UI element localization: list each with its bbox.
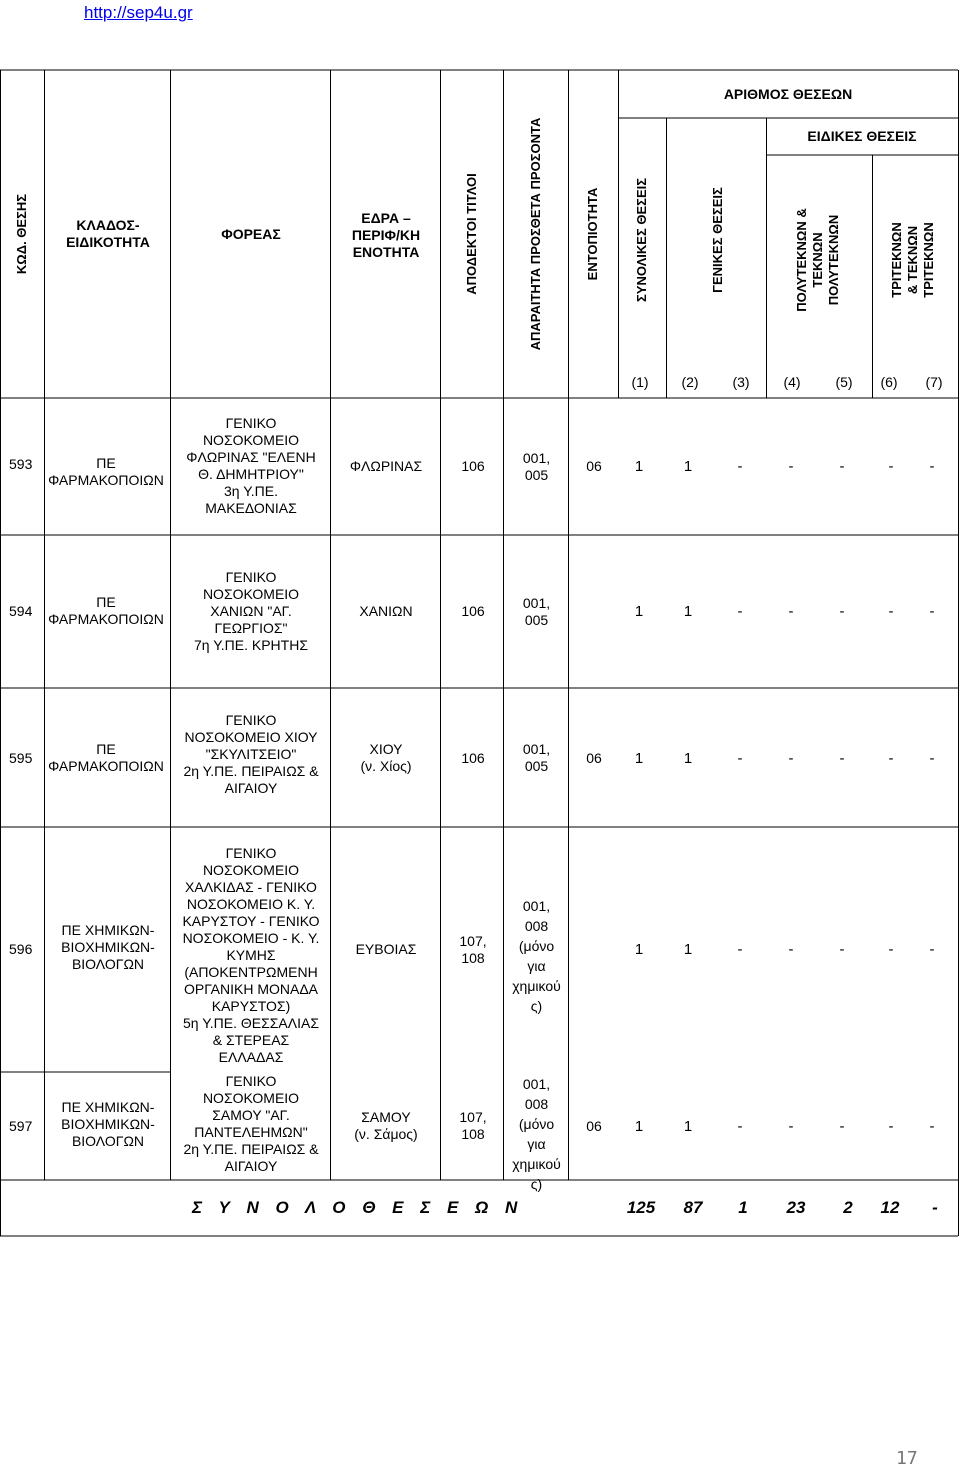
count-cell: - — [929, 750, 935, 767]
row-locality: 06 — [586, 458, 602, 474]
row-seat: ΧΑΝΙΩΝ — [359, 603, 413, 619]
count-cell: - — [929, 603, 935, 620]
count-cell: 1 — [634, 750, 644, 767]
col-num: (6) — [880, 374, 898, 390]
row-degrees: 106 — [461, 458, 485, 474]
header-large-families: ΠΟΛΥΤΕΚΝΩΝ & ΤΕΚΝΩΝ ΠΟΛΥΤΕΚΝΩΝ — [794, 208, 841, 312]
row-degrees: 107, 108 — [459, 933, 487, 966]
total-value: 1 — [738, 1198, 748, 1217]
count-cell: 1 — [634, 941, 644, 958]
count-cell: - — [888, 750, 894, 767]
count-cell: - — [839, 941, 845, 958]
row-degrees: 106 — [461, 750, 485, 766]
count-cell: - — [737, 941, 743, 958]
count-cell: - — [788, 941, 794, 958]
row-specialty: ΠΕ ΧΗΜΙΚΩΝ- ΒΙΟΧΗΜΙΚΩΝ- ΒΙΟΛΟΓΩΝ — [61, 1099, 155, 1149]
header-total: ΣΥΝΟΛΙΚΕΣ ΘΕΣΕΙΣ — [634, 177, 649, 303]
count-cell: - — [929, 1118, 935, 1135]
col-num: (1) — [631, 374, 649, 390]
row-agency: ΓΕΝΙΚΟ ΝΟΣΟΚΟΜΕΙΟ ΦΛΩΡΙΝΑΣ "ΕΛΕΝΗ Θ. ΔΗΜΗΤΡΙΟΥ" 3η Υ.ΠΕ. ΜΑΚΕΔΟΝΙΑΣ — [186, 415, 316, 516]
row-agency: ΓΕΝΙΚΟ ΝΟΣΟΚΟΜΕΙΟ ΧΑΛΚΙΔΑΣ - ΓΕΝΙΚΟ ΝΟΣΟΚΟΜΕΙΟ Κ. Υ. ΚΑΡΥΣΤΟΥ - ΓΕΝΙΚΟ ΝΟΣΟΚΟΜΕΙΟ - Κ. Υ. ΚΥΜΗΣ (ΑΠΟΚΕΝΤΡΩΜΕΝΗ ΟΡΓΑΝΙΚΗ ΜΟΝΑΔΑ ΚΑΡΥΣΤΟΣ) 5η Υ.ΠΕ. ΘΕΣΣΑΛΙΑΣ & ΣΤΕΡΕΑΣ ΕΛΛΑΔΑΣ — [182, 845, 320, 1065]
count-cell: 1 — [683, 1118, 693, 1135]
col-num: (5) — [835, 374, 853, 390]
header-agency: ΦΟΡΕΑΣ — [221, 226, 281, 242]
header-extra: ΑΠΑΡΑΙΤΗΤΑ ΠΡΟΣΘΕΤΑ ΠΡΟΣΟΝΤΑ — [528, 117, 543, 351]
header-specialty: ΚΛΑΔΟΣ- ΕΙΔΙΚΟΤΗΤΑ — [66, 217, 150, 250]
row-locality: 06 — [586, 750, 602, 766]
row-seat: ΦΛΩΡΙΝΑΣ — [349, 458, 423, 474]
count-cell: - — [839, 1118, 845, 1135]
count-cell: 1 — [634, 603, 644, 620]
header-three-children: ΤΡΙΤΕΚΝΩΝ & ΤΕΚΝΩΝ ΤΡΙΤΕΚΝΩΝ — [889, 222, 936, 298]
row-code: 593 — [9, 456, 33, 472]
row-locality: 06 — [586, 1118, 602, 1134]
row-seat: ΕΥΒΟΙΑΣ — [355, 941, 417, 957]
header-general: ΓΕΝΙΚΕΣ ΘΕΣΕΙΣ — [710, 187, 725, 293]
count-cell: - — [788, 458, 794, 475]
header-locality: ΕΝΤΟΠΙΟΤΗΤΑ — [585, 187, 600, 281]
header-code: ΚΩΔ. ΘΕΣΗΣ — [14, 193, 29, 275]
totals-label: Σ Υ Ν Ο Λ Ο Θ Ε Σ Ε Ω Ν — [192, 1198, 524, 1217]
count-cell: - — [839, 603, 845, 620]
count-cell: - — [737, 750, 743, 767]
count-cell: - — [839, 750, 845, 767]
count-cell: - — [888, 1118, 894, 1135]
count-cell: - — [929, 941, 935, 958]
col-num: (4) — [783, 374, 801, 390]
count-cell: - — [888, 941, 894, 958]
row-code: 595 — [9, 750, 33, 766]
row-code: 597 — [9, 1118, 33, 1134]
row-code: 596 — [9, 941, 33, 957]
site-link[interactable]: http://sep4u.gr — [84, 3, 193, 22]
row-seat: ΧΙΟΥ (ν. Χίος) — [360, 741, 412, 774]
row-seat: ΣΑΜΟΥ (ν. Σάμος) — [354, 1109, 418, 1142]
row-agency: ΓΕΝΙΚΟ ΝΟΣΟΚΟΜΕΙΟ ΣΑΜΟΥ "ΑΓ. ΠΑΝΤΕΛΕΗΜΩΝ" 2η Υ.ΠΕ. ΠΕΙΡΑΙΩΣ & ΑΙΓΑΙΟΥ — [183, 1073, 319, 1174]
count-cell: - — [737, 1118, 743, 1135]
total-value: 125 — [626, 1198, 656, 1217]
count-cell: 1 — [683, 458, 693, 475]
count-cell: - — [737, 603, 743, 620]
total-value: 23 — [786, 1198, 806, 1217]
row-extra: 001, 005 — [522, 595, 551, 628]
count-cell: 1 — [683, 603, 693, 620]
count-cell: 1 — [683, 941, 693, 958]
col-num: (7) — [925, 374, 943, 390]
row-extra: 001, 008 (μόνο για χημικού ς) — [512, 1076, 561, 1192]
total-value: 2 — [843, 1198, 853, 1217]
row-agency: ΓΕΝΙΚΟ ΝΟΣΟΚΟΜΕΙΟ ΧΑΝΙΩΝ "ΑΓ. ΓΕΩΡΓΙΟΣ" 7η Υ.ΠΕ. ΚΡΗΤΗΣ — [194, 569, 308, 653]
row-extra: 001, 008 (μόνο για χημικού ς) — [512, 898, 561, 1014]
count-cell: - — [929, 458, 935, 475]
count-cell: - — [788, 1118, 794, 1135]
col-num: (2) — [681, 374, 699, 390]
count-cell: - — [888, 458, 894, 475]
count-cell: 1 — [683, 750, 693, 767]
count-cell: - — [788, 750, 794, 767]
row-specialty: ΠΕ ΦΑΡΜΑΚΟΠΟΙΩΝ — [48, 594, 164, 627]
row-code: 594 — [9, 603, 33, 619]
header-special-group: ΕΙΔΙΚΕΣ ΘΕΣΕΙΣ — [807, 128, 917, 144]
total-value: 87 — [683, 1198, 703, 1217]
count-cell: 1 — [634, 1118, 644, 1135]
row-extra: 001, 005 — [522, 450, 551, 483]
page-number: 17 — [896, 1448, 918, 1469]
row-specialty: ΠΕ ΧΗΜΙΚΩΝ- ΒΙΟΧΗΜΙΚΩΝ- ΒΙΟΛΟΓΩΝ — [61, 922, 155, 972]
header-positions-group: ΑΡΙΘΜΟΣ ΘΕΣΕΩΝ — [723, 86, 853, 102]
row-extra: 001, 005 — [522, 741, 551, 774]
total-value: - — [932, 1198, 938, 1217]
row-specialty: ΠΕ ΦΑΡΜΑΚΟΠΟΙΩΝ — [48, 741, 164, 774]
header-degrees: ΑΠΟΔΕΚΤΟΙ ΤΙΤΛΟΙ — [464, 173, 479, 295]
row-specialty: ΠΕ ΦΑΡΜΑΚΟΠΟΙΩΝ — [48, 455, 164, 488]
count-cell: 1 — [634, 458, 644, 475]
row-agency: ΓΕΝΙΚΟ ΝΟΣΟΚΟΜΕΙΟ ΧΙΟΥ "ΣΚΥΛΙΤΣΕΙΟ" 2η Υ.ΠΕ. ΠΕΙΡΑΙΩΣ & ΑΙΓΑΙΟΥ — [183, 712, 319, 796]
col-num: (3) — [732, 374, 750, 390]
total-value: 12 — [880, 1198, 900, 1217]
row-degrees: 106 — [461, 603, 485, 619]
header-seat: ΕΔΡΑ – ΠΕΡΙΦ/ΚΗ ΕΝΟΤΗΤΑ — [351, 210, 421, 260]
count-cell: - — [839, 458, 845, 475]
count-cell: - — [788, 603, 794, 620]
row-degrees: 107, 108 — [459, 1109, 487, 1142]
count-cell: - — [737, 458, 743, 475]
count-cell: - — [888, 603, 894, 620]
